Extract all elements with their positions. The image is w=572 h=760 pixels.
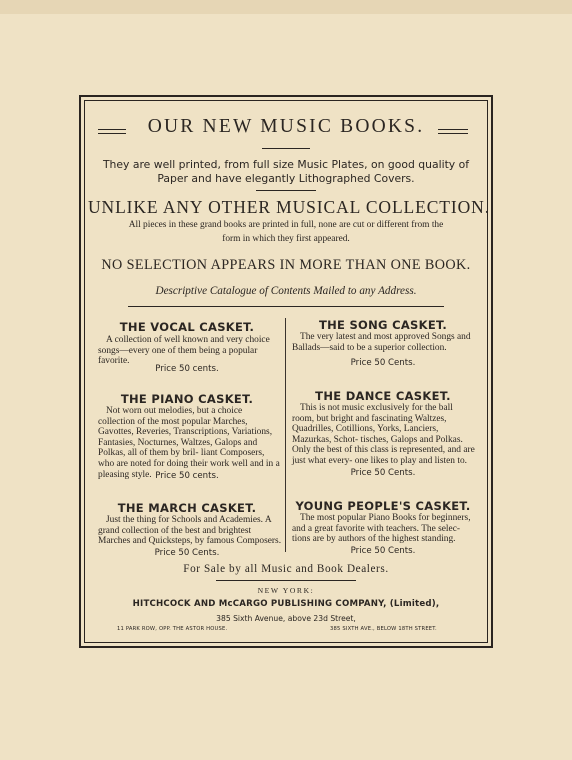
dance-line-1: This is not music exclusively for the ball room,	[292, 403, 453, 424]
dance-line-3: Cotillions, Yorks, Lanciers, Mazurkas, Schot-	[292, 424, 439, 445]
young-casket-title: YOUNG PEOPLE'S CASKET.	[295, 499, 471, 513]
dance-line-2: but bright and fascinating Waltzes, Quadrilles,	[292, 413, 447, 435]
piano-line-3: Transcriptions, Variations, Fantasies, Nocturnes,	[98, 427, 273, 448]
young-casket-description	[292, 513, 476, 545]
vocal-line-3: favorite.	[98, 356, 130, 367]
unlike-line-2: form in which they first appeared.	[222, 234, 350, 244]
unlike-heading: UNLIKE ANY OTHER MUSICAL COLLECTION.	[88, 197, 490, 217]
title-rule-right-bottom	[438, 133, 468, 134]
piano-line-5: liant Composers, who are noted for doing their	[98, 448, 265, 469]
sale-line: For Sale by all Music and Book Dealers.	[183, 563, 389, 575]
song-casket-title: THE SONG CASKET.	[318, 318, 448, 332]
vocal-line-1: A collection of well known and very choice	[106, 335, 270, 345]
vocal-casket-price: Price 50 cents.	[155, 364, 219, 374]
short-rule-1	[256, 190, 316, 191]
city-line: NEW YORK:	[257, 586, 315, 595]
unlike-line-1: All pieces in these grand books are printed in full, none are cut or different from the	[128, 220, 444, 230]
dance-casket-title: THE DANCE CASKET.	[315, 389, 451, 403]
catalogue-line: Descriptive Catalogue of Contents Mailed to any Address.	[155, 285, 417, 297]
march-casket-title: THE MARCH CASKET.	[117, 501, 257, 515]
intro-line-1: They are well printed, from full size Music Plates, on good quality of	[102, 158, 470, 171]
dance-line-4: tisches, Galops and Polkas. Only the best of	[292, 434, 463, 456]
march-line-3: and Quicksteps, by famous Composers.	[132, 536, 282, 547]
section-rule	[128, 306, 444, 307]
address-line: 385 Sixth Avenue, above 23d Street,	[216, 614, 356, 623]
piano-casket-description	[98, 406, 280, 480]
dance-casket-price: Price 50 Cents.	[350, 468, 416, 478]
intro-line-2: Paper and have elegantly Lithographed Covers.	[157, 172, 415, 185]
piano-line-1: Not worn out melodies, but a choice collection	[98, 406, 243, 427]
vocal-casket-description	[98, 335, 280, 367]
piano-line-4: Waltzes, Galops and Polkas, all of them by bril-	[98, 437, 258, 459]
piano-line-6: work well and in a pleasing style.	[98, 458, 280, 480]
vocal-casket-title: THE VOCAL CASKET.	[119, 320, 255, 334]
piano-casket-title: THE PIANO CASKET.	[120, 392, 254, 406]
ornament-rule	[262, 148, 310, 149]
young-casket-price: Price 50 Cents.	[350, 546, 416, 556]
selection-heading: NO SELECTION APPEARS IN MORE THAN ONE BOOK.	[101, 257, 471, 273]
young-line-3: tions are by authors of the highest standing.	[292, 534, 456, 545]
publisher-line: HITCHCOCK AND McCARGO PUBLISHING COMPANY, (Limited),	[132, 599, 440, 609]
song-casket-price: Price 50 Cents.	[350, 358, 416, 368]
march-line-2: grand collection of the best and brightest Marches	[98, 525, 252, 547]
title-rule-right-top	[438, 129, 468, 130]
march-casket-description	[98, 515, 282, 547]
dance-casket-description	[292, 403, 476, 467]
column-divider	[285, 318, 286, 552]
piano-casket-price: Price 50 cents.	[155, 471, 219, 481]
left-address: 11 PARK ROW, OPP. THE ASTOR HOUSE.	[117, 626, 228, 632]
young-line-1: The most popular Piano Books for beginners,	[300, 513, 471, 523]
march-casket-price: Price 50 Cents.	[154, 548, 220, 558]
page-torn-edge	[0, 0, 572, 14]
song-line-2: Ballads—said to be a superior collection.	[292, 342, 447, 353]
vocal-line-2: songs—every one of them being a popular	[98, 345, 258, 356]
dance-line-6: one likes to play and listen to.	[354, 455, 467, 466]
right-address: 385 SIXTH AVE., BELOW 18TH STREET.	[330, 626, 437, 632]
footer-rule	[216, 580, 356, 581]
song-casket-description	[292, 332, 476, 353]
young-line-2: and a great favorite with teachers. The selec-	[292, 523, 460, 534]
song-line-1: The very latest and most approved Songs and	[300, 332, 471, 342]
page-title: OUR NEW MUSIC BOOKS.	[147, 116, 425, 137]
piano-line-2: of the most popular Marches, Gavottes, Reveries,	[98, 416, 248, 438]
march-line-1: Just the thing for Schools and Academies. A	[106, 515, 272, 525]
dance-line-5: this class is represented, and are just what every-	[292, 445, 475, 466]
